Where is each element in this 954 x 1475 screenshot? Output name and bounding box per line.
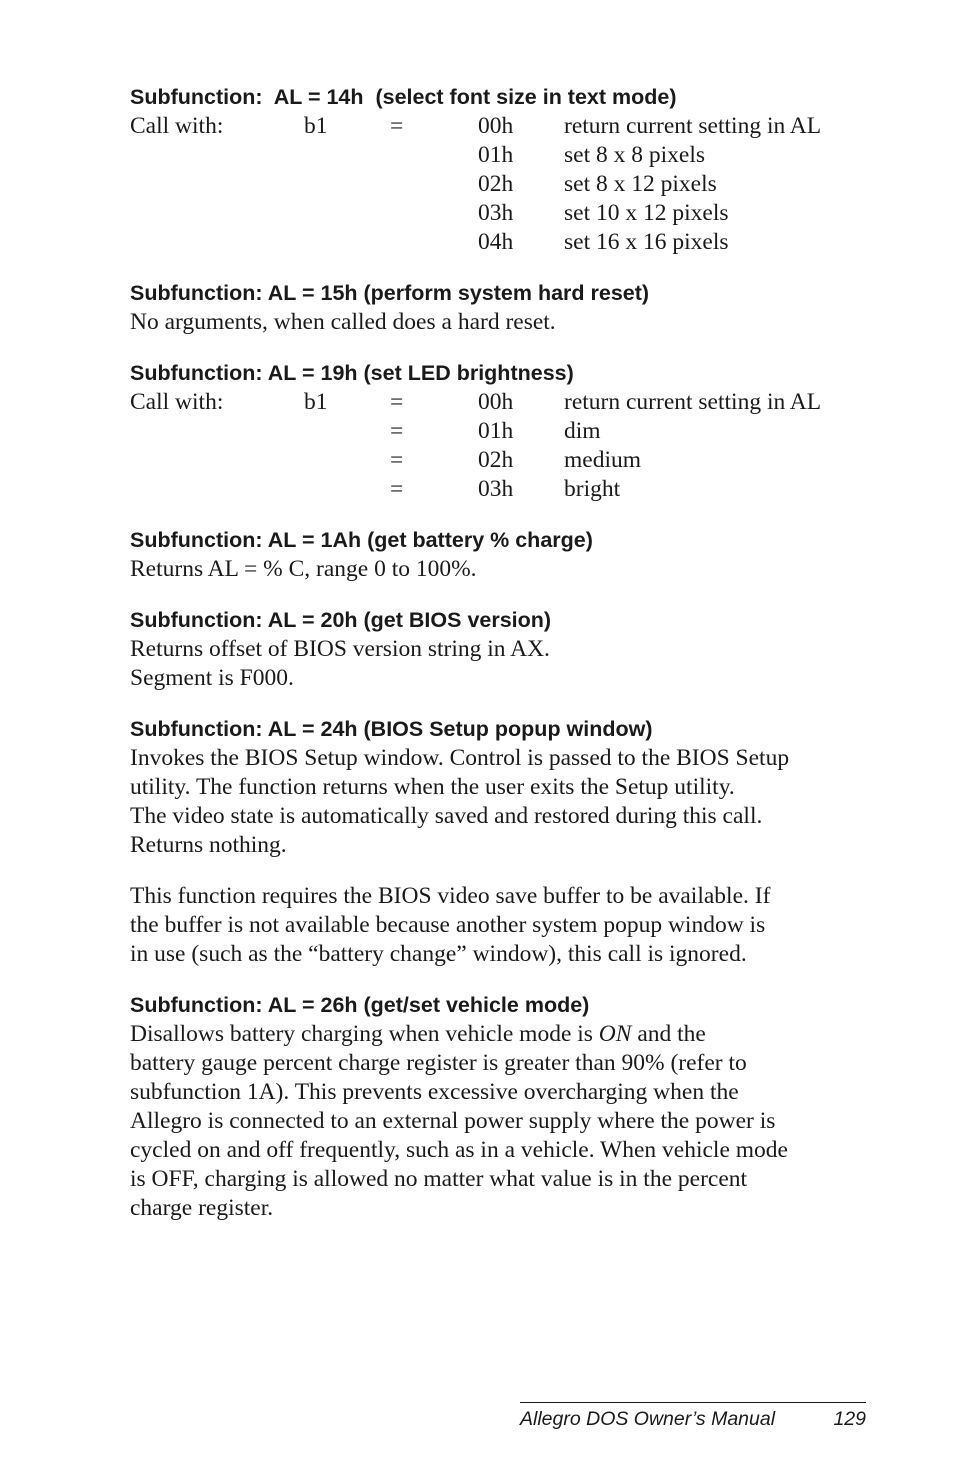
section-heading: Subfunction: AL = 19h (set LED brightness)	[130, 361, 574, 385]
section-heading: Subfunction: AL = 15h (perform system hard reset)	[130, 281, 650, 305]
register: b1	[304, 389, 328, 415]
call-label	[130, 170, 304, 199]
call-label: Call with:	[130, 113, 224, 139]
call-table	[130, 112, 870, 257]
value: 03h	[478, 200, 514, 226]
section-19h	[130, 359, 870, 504]
text-line: Segment is F000.	[130, 665, 294, 691]
description: return current setting in AL	[564, 113, 822, 139]
section-heading: Subfunction: AL = 1Ah (get battery % charge)	[130, 528, 593, 552]
text-line: Invokes the BIOS Setup window. Control is passed to the BIOS Setup	[130, 745, 790, 771]
value: 00h	[478, 389, 514, 415]
equals	[390, 228, 478, 257]
value: 01h	[478, 142, 514, 168]
value: 00h	[478, 113, 514, 139]
text-line: is OFF, charging is allowed no matter what value is in the percent	[130, 1166, 748, 1192]
section-24h	[130, 715, 870, 969]
value: 02h	[478, 171, 514, 197]
section-text: Returns AL = % C, range 0 to 100%.	[130, 556, 477, 582]
text-segment: Disallows battery charging when vehicle mode is	[130, 1021, 599, 1047]
text-line: charge register.	[130, 1195, 274, 1221]
text-line: Returns nothing.	[130, 832, 287, 858]
section-heading: Subfunction: AL = 26h (get/set vehicle mode)	[130, 993, 590, 1017]
description: dim	[564, 418, 601, 444]
section-1ah	[130, 526, 870, 584]
text-line: The video state is automatically saved and restored during this call.	[130, 803, 763, 829]
section-text: No arguments, when called does a hard reset.	[130, 309, 556, 335]
call-label	[130, 141, 304, 170]
section-heading: Subfunction: AL = 14h (select font size in text mode)	[130, 85, 677, 109]
text-line	[130, 1020, 870, 1049]
text-line: battery gauge percent charge register is greater than 90% (refer to	[130, 1050, 747, 1076]
page-number: 129	[833, 1408, 866, 1430]
register	[304, 417, 390, 446]
text-line: utility. The function returns when the user exits the Setup utility.	[130, 774, 735, 800]
equals	[390, 199, 478, 228]
table-row	[130, 141, 870, 170]
register	[304, 475, 390, 504]
description: set 8 x 8 pixels	[564, 142, 705, 168]
value: 04h	[478, 229, 514, 255]
call-label	[130, 475, 304, 504]
emphasis-on: ON	[598, 1021, 632, 1047]
table-row	[130, 170, 870, 199]
value: 02h	[478, 447, 514, 473]
equals: =	[390, 389, 404, 415]
text-line: This function requires the BIOS video save buffer to be available. If	[130, 883, 771, 909]
page-content	[130, 83, 870, 1245]
equals: =	[390, 113, 404, 139]
section-26h	[130, 991, 870, 1223]
call-table	[130, 388, 870, 504]
register	[304, 170, 390, 199]
section-heading: Subfunction: AL = 24h (BIOS Setup popup window)	[130, 717, 653, 741]
table-row	[130, 446, 870, 475]
section-20h	[130, 606, 870, 693]
section-14h	[130, 83, 870, 257]
call-label	[130, 417, 304, 446]
equals: =	[390, 476, 404, 502]
description: medium	[564, 447, 642, 473]
paragraph-gap	[130, 860, 870, 882]
text-line: in use (such as the “battery change” window), this call is ignored.	[130, 941, 747, 967]
call-label	[130, 199, 304, 228]
value: 01h	[478, 418, 514, 444]
description: set 8 x 12 pixels	[564, 171, 717, 197]
description: bright	[564, 476, 621, 502]
register	[304, 199, 390, 228]
description: set 10 x 12 pixels	[564, 200, 729, 226]
call-label: Call with:	[130, 389, 224, 415]
table-row	[130, 112, 870, 141]
equals: =	[390, 418, 404, 444]
text-segment: and the	[631, 1021, 706, 1047]
value: 03h	[478, 476, 514, 502]
table-row	[130, 475, 870, 504]
equals	[390, 141, 478, 170]
text-line: Allegro is connected to an external power supply where the power is	[130, 1108, 776, 1134]
register	[304, 446, 390, 475]
call-label	[130, 446, 304, 475]
equals	[390, 170, 478, 199]
table-row	[130, 228, 870, 257]
text-line: cycled on and off frequently, such as in a vehicle. When vehicle mode	[130, 1137, 788, 1163]
table-row	[130, 388, 870, 417]
section-15h	[130, 279, 870, 337]
section-heading: Subfunction: AL = 20h (get BIOS version)	[130, 608, 552, 632]
table-row	[130, 417, 870, 446]
text-line: subfunction 1A). This prevents excessive overcharging when the	[130, 1079, 739, 1105]
table-row	[130, 199, 870, 228]
register	[304, 141, 390, 170]
description: return current setting in AL	[564, 389, 822, 415]
register: b1	[304, 113, 328, 139]
text-line: the buffer is not available because another system popup window is	[130, 912, 766, 938]
call-label	[130, 228, 304, 257]
equals: =	[390, 447, 404, 473]
description: set 16 x 16 pixels	[564, 229, 729, 255]
register	[304, 228, 390, 257]
page-footer	[520, 1402, 866, 1430]
text-line: Returns offset of BIOS version string in AX.	[130, 636, 550, 662]
manual-title: Allegro DOS Owner’s Manual	[520, 1408, 776, 1430]
